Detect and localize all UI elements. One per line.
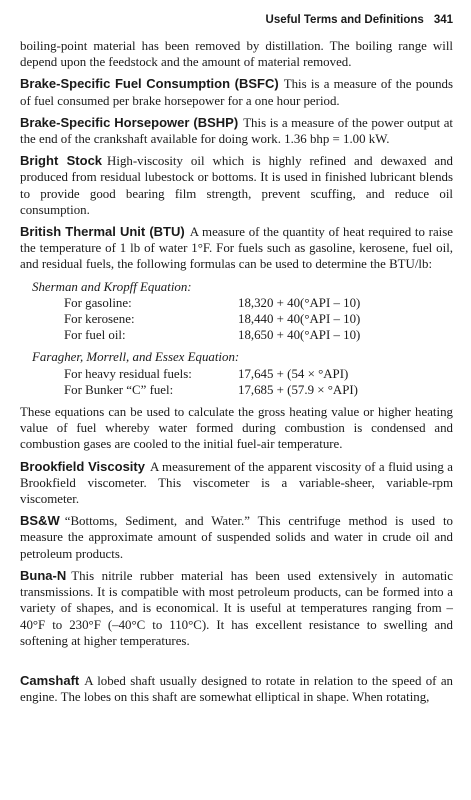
definition-bright-stock: High-viscosity oil which is highly refined and dewaxed and produced from residual lubestock or bottoms. It is used in finished lubricant blends to provide good bearing film strength, prevent scuffing, and reduce oil consumption. xyxy=(20,154,453,217)
definition-brookfield-viscosity: A measurement of the apparent viscosity of a fluid using a Brookfield viscometer. This viscometer is a variable-sheer, variable-rpm viscometer. xyxy=(20,459,454,507)
equation-label: For gasoline: xyxy=(64,295,132,310)
definition-btu: A measure of the quantity of heat required to raise the temperature of 1 lb of water 1°F. For fuels such as gasoline, kerosene, fuel oil, and residual fuels, the following formulas can be used to determine the BTU/lb: xyxy=(20,225,453,272)
term-bright-stock: Bright Stock xyxy=(20,153,103,169)
equation-formula: 18,320 + 40(°API – 10) xyxy=(238,295,361,310)
running-header xyxy=(18,14,453,26)
entry-buna-n xyxy=(20,568,453,649)
section-gap xyxy=(20,655,453,673)
equation-label: For fuel oil: xyxy=(64,328,126,343)
entry-bsw xyxy=(20,513,453,562)
intro-paragraph: boiling-point material has been removed by distillation. The boiling range will depend upon the feedstock and the amount of material removed. xyxy=(20,39,453,70)
header-title: Useful Terms and Definitions xyxy=(265,14,424,26)
entry-bright-stock xyxy=(20,153,453,218)
term-btu: British Thermal Unit (BTU) xyxy=(20,224,185,240)
equation-label: For heavy residual fuels: xyxy=(64,366,192,381)
term-bsw: BS&W xyxy=(20,513,60,529)
definition-bsw: “Bottoms, Sediment, and Water.” This centrifuge method is used to measure the approximate amount of suspended solids and water in crude oil and petroleum products. xyxy=(20,514,453,561)
definition-camshaft: A lobed shaft usually designed to rotate in relation to the speed of an engine. The lobes on this shaft are somewhat elliptical in shape. When rotating, xyxy=(20,673,453,705)
equation-label: For kerosene: xyxy=(64,312,135,327)
entry-camshaft xyxy=(20,673,453,705)
definition-buna-n: This nitrile rubber material has been used extensively in automatic transmissions. It is compatible with most petroleum products, can be formed into a variety of shapes, and is economical. It is useful at temperatures ranging from –40°F to 230°F (–40°C to 110°C). It has excellent resistance to swelling and softening at higher temperatures. xyxy=(20,568,453,648)
equation-row xyxy=(32,366,453,382)
entry-bshp xyxy=(20,115,453,147)
faragher-title: Faragher, Morrell, and Essex Equation: xyxy=(32,350,240,365)
entry-btu xyxy=(20,224,453,273)
equation-formula: 17,685 + (57.9 × °API) xyxy=(238,382,358,397)
equation-formula: 17,645 + (54 × °API) xyxy=(238,366,349,381)
equation-formula: 18,440 + 40(°API – 10) xyxy=(238,312,361,327)
definition-bsfc: This is a measure of the pounds of fuel consumed per brake horsepower for a one hour period. xyxy=(20,77,453,108)
equation-row xyxy=(32,327,453,343)
term-bshp: Brake-Specific Horsepower (BSHP) xyxy=(20,114,239,130)
equation-row xyxy=(32,295,453,311)
entry-bsfc xyxy=(20,76,453,108)
sherman-kropff-equations xyxy=(32,279,453,344)
equation-formula: 18,650 + 40(°API – 10) xyxy=(238,328,361,343)
sherman-kropff-title: Sherman and Kropff Equation: xyxy=(32,279,192,294)
page-number: 341 xyxy=(433,14,453,26)
page-body xyxy=(20,38,453,711)
btu-explanation: These equations can be used to calculate the gross heating value or higher heating value of fuel whereby water formed during combustion is condensed and combustion gases are cooled to the initial fuel-air temperature. xyxy=(20,405,453,452)
entry-brookfield-viscosity xyxy=(20,459,453,508)
equation-label: For Bunker “C” fuel: xyxy=(64,382,174,397)
definition-bshp: This is a measure of the power output at the end of the crankshaft available for doing work. 1.36 bhp = 1.00 kW. xyxy=(20,115,453,147)
term-bsfc: Brake-Specific Fuel Consumption (BSFC) xyxy=(20,76,279,92)
term-buna-n: Buna-N xyxy=(20,567,67,583)
equation-row xyxy=(32,311,453,327)
faragher-morrell-essex-equations xyxy=(32,349,453,398)
term-camshaft: Camshaft xyxy=(20,672,80,688)
term-brookfield-viscosity: Brookfield Viscosity xyxy=(20,458,145,474)
equation-row xyxy=(32,382,453,398)
